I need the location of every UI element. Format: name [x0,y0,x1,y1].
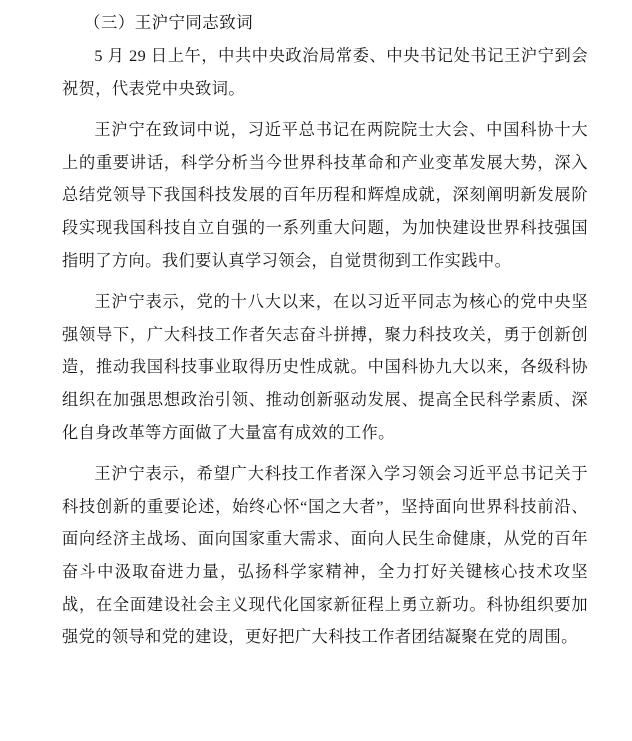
paragraph: 5 月 29 日上午，中共中央政治局常委、中央书记处书记王沪宁到会祝贺，代表党中央致词。 [62,47,588,98]
paragraph: 王沪宁在致词中说，习近平总书记在两院院士大会、中国科协十大上的重要讲话，科学分析当今世界科技革命和产业变革发展大势，深入总结党领导下我国科技发展的百年历程和辉煌成就，深刻阐明新发展阶段实现我国科技自立自强的一系列重大问题，为加快建设世界科技强国指明了方向。我们要认真学习领会，自觉贯彻到工作实践中。 [62,121,588,270]
paragraph: 王沪宁表示，党的十八大以来，在以习近平同志为核心的党中央坚强领导下，广大科技工作者矢志奋斗拼搏，聚力科技攻关，勇于创新创造，推动我国科技事业取得历史性成就。中国科协九大以来，各级科协组织在加强思想政治引领、推动创新驱动发展、提高全民科学素质、深化自身改革等方面做了大量富有成效的工作。 [62,293,588,442]
paragraph: 王沪宁表示，希望广大科技工作者深入学习领会习近平总书记关于科技创新的重要论述，始终心怀“国之大者”，坚持面向世界科技前沿、面向经济主战场、面向国家重大需求、面向人民生命健康，从党的百年奋斗中汲取奋进力量，弘扬科学家精神，全力打好关键核心技术攻坚战，在全面建设社会主义现代化国家新征程上勇立新功。科协组织要加强党的领导和党的建设，更好把广大科技工作者团结凝聚在党的周围。 [62,465,588,647]
section-heading: （三）王沪宁同志致词 [84,13,253,32]
